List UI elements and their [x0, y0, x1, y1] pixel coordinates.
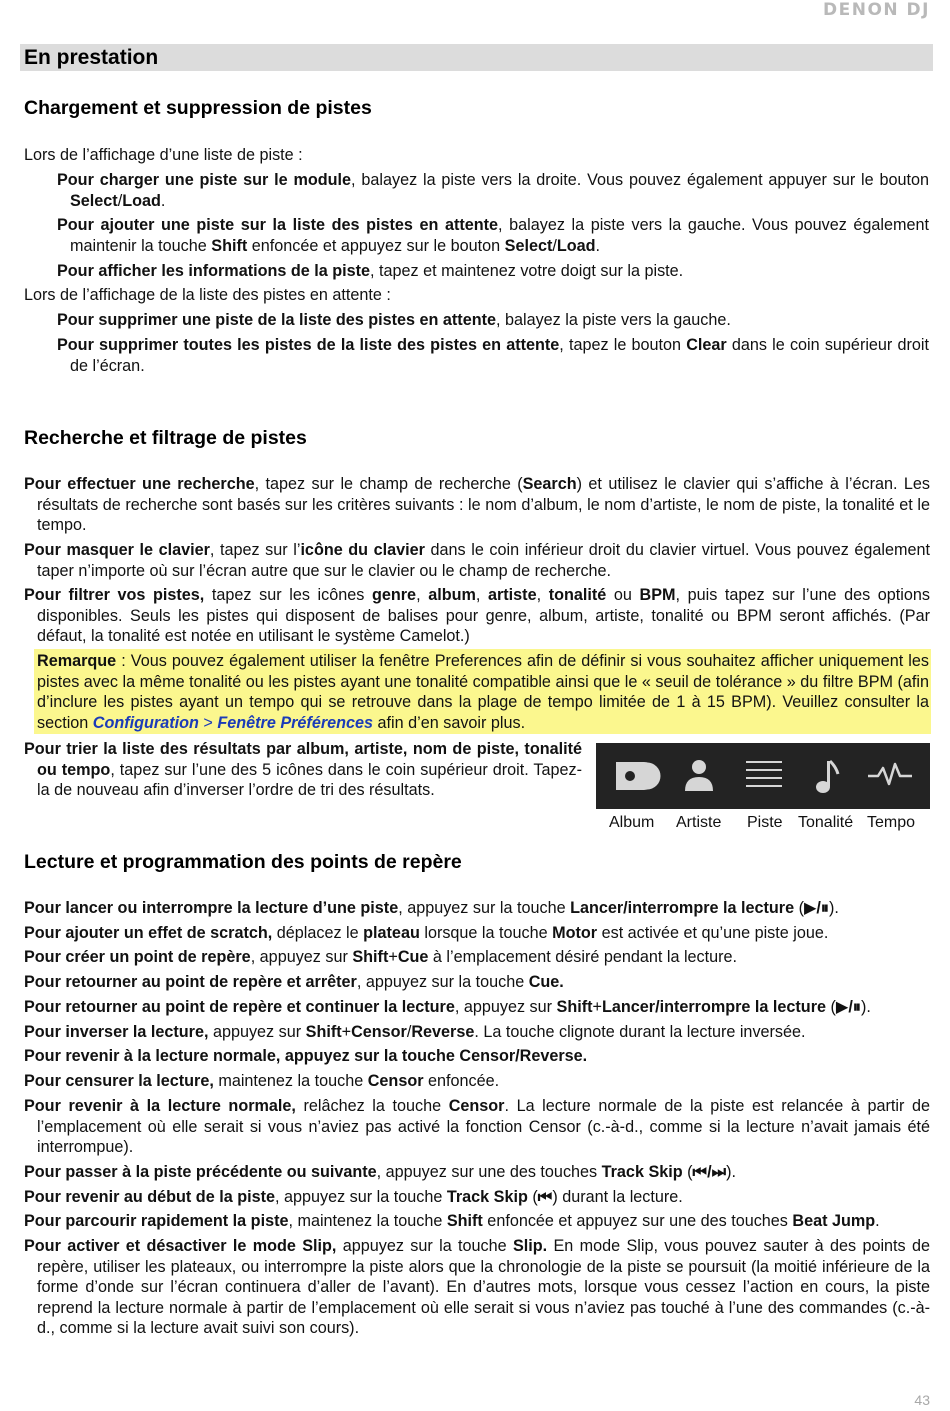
instruction-load-track: Pour charger une piste sur le module, balayez la piste vers la droite. Vous pouvez également appuyer sur le bouton Select/Load.	[57, 171, 929, 210]
album-icon[interactable]	[603, 743, 663, 809]
instruction-remove-track: Pour supprimer une piste de la liste des pistes en attente, balayez la piste vers la gauche.	[57, 311, 731, 329]
track-icon[interactable]	[734, 743, 794, 809]
instruction-release-censor: Pour revenir à la lecture normale, relâchez la touche Censor. La lecture normale de la piste est relancée à partir de l’emplacement où elle serait si vous n’aviez pas activé la fonction Censor (c.-à-d., comme si la lecture n’avait jamais été interrompue).	[24, 1097, 930, 1156]
play-pause-icon: ▶/⏸	[835, 998, 861, 1016]
label-tempo: Tempo	[867, 814, 916, 831]
heading-search: Recherche et filtrage de pistes	[24, 427, 307, 449]
sort-icons-panel	[596, 743, 930, 809]
skip-icon: ⏮/⏭	[692, 1163, 727, 1181]
tempo-icon[interactable]	[860, 743, 920, 809]
heading-loading: Chargement et suppression de pistes	[24, 97, 372, 119]
instruction-slip: Pour activer et désactiver le mode Slip, appuyez sur la touche Slip. En mode Slip, vous pouvez sauter à des points de repère, utiliser les plateaux, ou interrompre la piste alors que la chronologie de la piste se poursuit (la moitié inférieure de la forme d’onde sur l’écran continuera d’aller de l’avant). En d’autres mots, lorsque vous cessez l’action en cours, la piste reprend la lecture normale à partir de l’emplacement où elle serait si vous n’aviez pas touché à l’une des commandes (c.-à-d., comme si la lecture avait suivi son cours).	[24, 1237, 930, 1337]
instruction-create-cue: Pour créer un point de repère, appuyez sur Shift+Cue à l’emplacement désiré pendant la lecture.	[24, 948, 738, 966]
label-track: Piste	[747, 814, 783, 831]
intro-queue-list: Lors de l’affichage de la liste des pistes en attente :	[24, 286, 391, 304]
section-title: En prestation	[20, 44, 933, 71]
instruction-filter: Pour filtrer vos pistes, tapez sur les icônes genre, album, artiste, tonalité ou BPM, puis tapez sur l’une des options disponibles. Seuls les pistes qui disposent de balises pour genre, album, artiste, tonalité ou BPM seront affichés. (Par défaut, la tonalité est notée en utilisant le système Camelot.)	[24, 586, 930, 645]
brand-logo: DENON DJ	[823, 0, 930, 20]
instruction-track-info: Pour afficher les informations de la piste, tapez et maintenez votre doigt sur la piste.	[57, 262, 684, 280]
instruction-track-skip: Pour passer à la piste précédente ou suivante, appuyez sur une des touches Track Skip (⏮/⏭).	[24, 1163, 737, 1181]
label-key: Tonalité	[798, 814, 854, 831]
intro-track-list: Lors de l’affichage d’une liste de piste :	[24, 146, 303, 164]
skip-back-icon: ⏮	[537, 1188, 553, 1206]
instruction-censor: Pour censurer la lecture, maintenez la touche Censor enfoncée.	[24, 1072, 500, 1090]
link-configuration[interactable]: Configuration	[92, 713, 199, 732]
instruction-sort: Pour trier la liste des résultats par album, artiste, nom de piste, tonalité ou tempo, tapez sur l’une des 5 icônes dans le coin supérieur droit. Tapez-la de nouveau afin d’inverser l’ordre de tri des résultats.	[24, 740, 582, 799]
instruction-track-start: Pour revenir au début de la piste, appuyez sur la touche Track Skip (⏮) durant la lecture.	[24, 1188, 683, 1206]
instruction-normal-playback: Pour revenir à la lecture normale, appuyez sur la touche Censor/Reverse.	[24, 1047, 588, 1065]
instruction-search: Pour effectuer une recherche, tapez sur le champ de recherche (Search) et utilisez le clavier qui s’affiche à l’écran. Les résultats de recherche sont basés sur les critères suivants : le nom d’album, le nom d’artiste, le nom de piste, la tonalité et le tempo.	[24, 475, 930, 534]
link-preferences[interactable]: Fenêtre Préférences	[217, 713, 374, 732]
page-number: 43	[914, 1392, 930, 1408]
instruction-clear-queue: Pour supprimer toutes les pistes de la liste des pistes en attente, tapez le bouton Clear dans le coin supérieur droit de l’écran.	[57, 336, 929, 375]
play-pause-icon: ▶/⏸	[803, 899, 830, 917]
instruction-play-pause: Pour lancer ou interrompre la lecture d’une piste, appuyez sur la touche Lancer/interrompre la lecture (▶/⏸).	[24, 899, 839, 917]
instruction-reverse: Pour inverser la lecture, appuyez sur Shift+Censor/Reverse. La touche clignote durant la lecture inversée.	[24, 1023, 806, 1041]
instruction-beat-jump: Pour parcourir rapidement la piste, maintenez la touche Shift enfoncée et appuyez sur une des touches Beat Jump.	[24, 1212, 880, 1230]
label-artist: Artiste	[676, 814, 722, 831]
instruction-return-cue-stop: Pour retourner au point de repère et arrêter, appuyez sur la touche Cue.	[24, 973, 564, 991]
key-icon[interactable]	[796, 743, 856, 809]
instruction-add-queue: Pour ajouter une piste sur la liste des pistes en attente, balayez la piste vers la gauche. Vous pouvez également maintenir la touche Shift enfoncée et appuyez sur le bouton Select/Load.	[57, 216, 930, 255]
instruction-scratch: Pour ajouter un effet de scratch, déplacez le plateau lorsque la touche Motor est activée et qu’une piste joue.	[24, 924, 829, 942]
label-album: Album	[609, 814, 655, 831]
instruction-return-cue-play: Pour retourner au point de repère et continuer la lecture, appuyez sur Shift+Lancer/interrompre la lecture (▶/⏸).	[24, 998, 871, 1016]
heading-playback: Lecture et programmation des points de repère	[24, 851, 462, 873]
artist-icon[interactable]	[669, 743, 729, 809]
note-box: Remarque : Vous pouvez également utiliser la fenêtre Preferences afin de définir si vous souhaitez afficher uniquement les pistes avec la même tonalité ou les pistes ayant une tonalité compatible ainsi que le « seuil de tolérance » du filtre BPM (afin d’inclure les pistes ayant un tempo qui se retrouve dans la plage de tempo limitée de 1 à 15 BPM). Veuillez consulter la section Configuration > Fenêtre Préférences afin d’en savoir plus.	[34, 649, 931, 734]
instruction-hide-keyboard: Pour masquer le clavier, tapez sur l’icône du clavier dans le coin inférieur droit du clavier virtuel. Vous pouvez également taper n’importe où sur l’écran autre que sur le clavier ou le champ de recherche.	[24, 541, 930, 580]
